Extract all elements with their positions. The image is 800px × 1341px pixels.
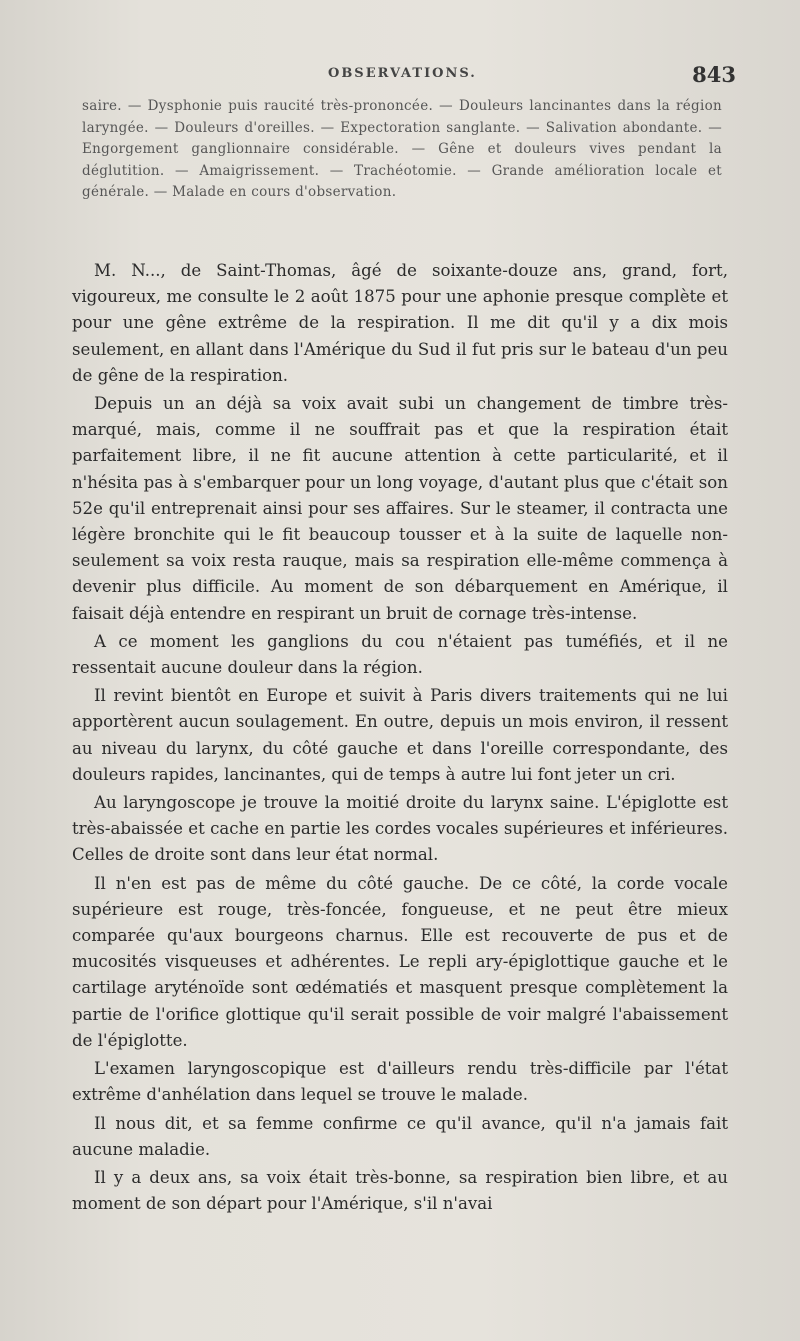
paragraph-4: Il revint bientôt en Europe et suivit à Paris divers traitements qui ne lui apportèrent aucun soulagement. En outre, depuis un mois environ, il ressent au niveau du larynx, du côté gauche et dans l'oreille correspondante, des douleurs rapides, lancinantes, qui de temps à autre lui font jeter un cri. bbox=[72, 686, 728, 784]
paragraph-3: A ce moment les ganglions du cou n'étaient pas tuméfiés, et il ne ressentait aucune douleur dans la région. bbox=[72, 631, 728, 678]
paragraph-8: Il nous dit, et sa femme confirme ce qu'il avance, qu'il n'a jamais fait aucune maladie. bbox=[72, 1113, 728, 1159]
paragraph-6: Il n'en est pas de même du côté gauche. De ce côté, la corde vocale supérieure est rouge, très-foncée, fongueuse, et ne peut être mieux comparée qu'aux bourgeons charnus. Elle est recouverte de pus et de mucosités visqueuses et adhérentes. Le repli ary-épiglottique gauche et le cartilage aryténoïde sont œdématiés et masquent presque complètement la partie de l'orifice glottique qu'il serait possible de voir malgré l'abaissement de l'épiglotte. bbox=[72, 873, 728, 1050]
body-text bbox=[72, 258, 728, 1217]
case-summary: saire. — Dysphonie puis raucité très-prononcée. — Douleurs lancinantes dans la région laryngée. — Douleurs d'oreilles. — Expectoration sanglante. — Salivation abondante. — Engorgement ganglionnaire considérable. — Gêne et douleurs vives pendant la déglutition. — Amaigrissement. — Trachéotomie. — Grande amélioration locale et générale. — Malade en cours d'observation. bbox=[82, 98, 722, 200]
paragraph-2: Depuis un an déjà sa voix avait subi un changement de timbre très-marqué, mais, comme il ne souffrait pas et que la respiration était parfaitement libre, il ne fit aucune attention à cette particularité, et il n'hésita pas à s'embarquer pour un long voyage, d'autant plus que c'était son 52e qu'il entreprenait ainsi pour ses affaires. Sur le steamer, il contracta une légère bronchite qui le fit beaucoup tousser et à la suite de laquelle non-seulement sa voix resta rauque, mais sa respiration elle-même commença à devenir plus difficile. Au moment de son débarquement en Amérique, il faisait déjà entendre en respirant un bruit de cornage très-intense. bbox=[72, 394, 728, 623]
running-title: OBSERVATIONS. bbox=[328, 66, 477, 81]
page-header bbox=[78, 62, 740, 92]
paragraph-7: L'examen laryngoscopique est d'ailleurs rendu très-difficile par l'état extrême d'anhélation dans lequel se trouve le malade. bbox=[72, 1059, 728, 1105]
paragraph-9: Il y a deux ans, sa voix était très-bonne, sa respiration bien libre, et au moment de son départ pour l'Amérique, s'il n'avai bbox=[72, 1167, 728, 1214]
page-number: 843 bbox=[692, 62, 736, 87]
paragraph-5: Au laryngoscope je trouve la moitié droite du larynx saine. L'épiglotte est très-abaissée et cache en partie les cordes vocales supérieures et inférieures. Celles de droite sont dans leur état normal. bbox=[72, 793, 728, 865]
paragraph-1: M. N..., de Saint-Thomas, âgé de soixante-douze ans, grand, fort, vigoureux, me consulte le 2 août 1875 pour une aphonie presque complète et pour une gêne extrême de la respiration. Il me dit qu'il y a dix mois seulement, en allant dans l'Amérique du Sud il fut pris sur le bateau d'un peu de gêne de la respiration. bbox=[72, 261, 728, 385]
